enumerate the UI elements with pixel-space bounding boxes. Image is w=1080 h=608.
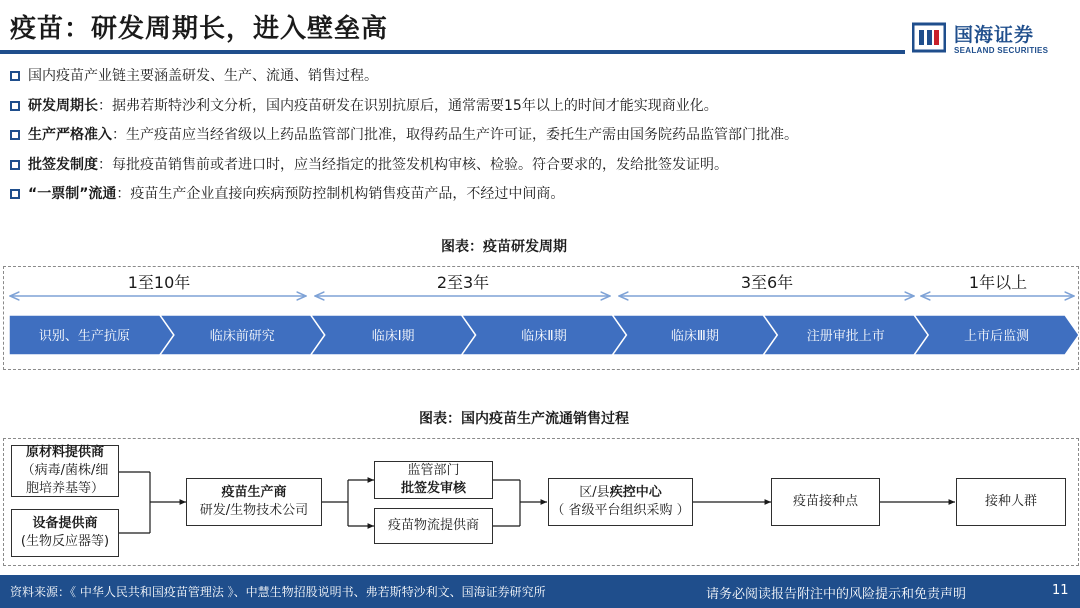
chart2-caption: 图表：国内疫苗生产流通销售过程 [419, 411, 629, 427]
node-title: 设备提供商 [32, 516, 98, 531]
cdc-box [548, 478, 693, 526]
stage-label: 注册审批上市 [806, 329, 885, 344]
bullet-text: ：生产疫苗应当经省级以上药品监管部门批准，取得药品生产许可证，委托生产需由国务院药品监管部门批准。 [112, 127, 798, 143]
node-title: 接种人群 [984, 494, 1037, 509]
logistics-provider-box [374, 508, 493, 544]
node-title: 疫苗物流提供商 [387, 518, 479, 533]
logo-text-en: SEALAND SECURITIES [954, 46, 1049, 55]
node-title-prefix: 区/县 [579, 485, 610, 500]
bullet-text: ：每批疫苗销售前或者进口时，应当经指定的批签发机构审核、检验。符合要求的，发给批签发证明。 [98, 156, 728, 173]
node-title: 疾控中心 [609, 485, 662, 500]
equipment-supplier-box [11, 509, 119, 557]
raw-material-supplier-box [11, 445, 119, 497]
period-label: 2至3年 [436, 273, 490, 292]
node-subtitle: （ 省级平台组织采购 ） [551, 503, 690, 518]
node-title: 原材料提供商 [25, 445, 104, 460]
regulator-box [374, 461, 493, 499]
node-title: 疫苗接种点 [792, 494, 858, 509]
stage-label: 临床Ⅰ期 [371, 329, 415, 344]
footer-bar [0, 575, 1080, 608]
stage-label: 上市后监测 [964, 329, 1030, 344]
chart1-caption: 图表：疫苗研发周期 [441, 239, 567, 255]
logo-text-cn: 国海证券 [954, 24, 1035, 46]
stage-label: 临床Ⅱ期 [521, 329, 567, 344]
node-subtitle: （病毒/菌株/细 [21, 463, 109, 478]
stage-label: 临床Ⅲ期 [670, 329, 719, 344]
vaccination-site-box [771, 478, 880, 526]
node-subtitle: 研发/生物技术公司 [199, 503, 309, 518]
bullet-heading: “一票制”流通 [28, 186, 117, 202]
bullet-heading: 批签发制度 [28, 156, 98, 173]
node-title: 疫苗生产商 [221, 485, 287, 500]
page-number: 11 [1052, 583, 1069, 598]
period-label: 3至6年 [740, 273, 794, 292]
footer-source: 资料来源：《 中华人民共和国疫苗管理法 》、中慧生物招股说明书、弗若斯特沙利文、国海证券研究所 [10, 585, 546, 599]
vaccine-producer-box [186, 478, 322, 526]
node-subtitle: 批签发审核 [400, 481, 466, 496]
node-title: 监管部门 [407, 463, 460, 478]
node-subtitle: 胞培养基等） [25, 481, 104, 496]
bullet-text: ：据弗若斯特沙利文分析，国内疫苗研发在识别抗原后，通常需要15年以上的时间才能实现商业化。 [98, 97, 718, 114]
bullet-heading: 研发周期长 [28, 97, 98, 114]
stage-label: 临床前研究 [209, 329, 275, 344]
node-subtitle: (生物反应器等) [20, 534, 110, 549]
period-label: 1年以上 [968, 273, 1028, 292]
period-label: 1至10年 [127, 273, 191, 292]
vaccinated-population-box [956, 478, 1066, 526]
bullet-text: ：疫苗生产企业直接向疾病预防控制机构销售疫苗产品，不经过中间商。 [116, 186, 565, 202]
stage-label: 识别、生产抗原 [38, 329, 130, 344]
bullet-heading: 生产严格准入 [28, 127, 112, 143]
page-title: 疫苗：研发周期长，进入壁垒高 [10, 14, 389, 44]
bullet-text: 国内疫苗产业链主要涵盖研发、生产、流通、销售过程。 [28, 68, 378, 84]
footer-disclaimer: 请务必阅读报告附注中的风险提示和免责声明 [706, 587, 967, 602]
